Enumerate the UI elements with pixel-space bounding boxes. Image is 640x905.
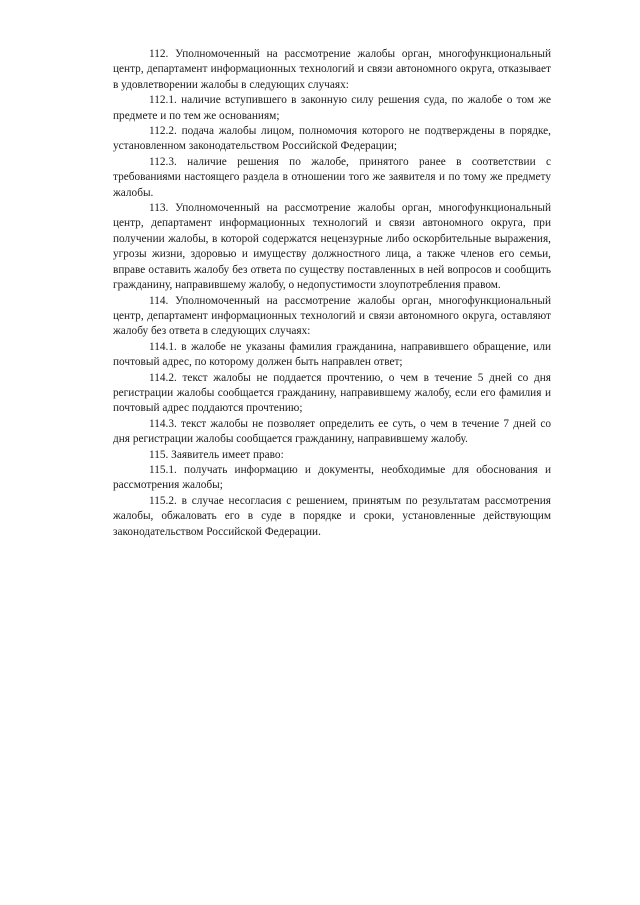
paragraph-114-3: 114.3. текст жалобы не позволяет определить ее суть, о чем в течение 7 дней со дня регистрации жалобы сообщается гражданину, направившему жалобу. — [113, 417, 551, 446]
paragraph-115-2: 115.2. в случае несогласия с решением, принятым по результатам рассмотрения жалобы, обжаловать его в суде в порядке и сроки, установленные действующим законодательством Российской Федерации. — [113, 494, 551, 538]
paragraph-112-1: 112.1. наличие вступившего в законную силу решения суда, по жалобе о том же предмете и по тем же основаниям; — [113, 94, 551, 122]
paragraph-112: 112. Уполномоченный на рассмотрение жалобы орган, многофункциональный центр, департамент информационных технологий и связи автономного округа, отказывает в удовлетворении жалобы в следующих случаях: — [113, 48, 551, 91]
paragraph-115-1: 115.1. получать информацию и документы, необходимые для обоснования и рассмотрения жалобы; — [113, 463, 551, 492]
paragraph-115: 115. Заявитель имеет право: — [149, 448, 284, 461]
paragraph-114-1: 114.1. в жалобе не указаны фамилия гражданина, направившего обращение, или почтовый адрес, по которому должен быть направлен ответ; — [113, 340, 551, 369]
paragraph-112-2: 112.2. подача жалобы лицом, полномочия которого не подтверждены в порядке, установленном законодательством Российской Федерации; — [113, 125, 551, 153]
paragraph-113: 113. Уполномоченный на рассмотрение жалобы орган, многофункциональный центр, департамент информационных технологий и связи автономного округа, при получении жалобы, в которой содержатся нецензурные либо оскорбительные выражения, угрозы жизни, здоровью и имуществу должностного лица, а также членов его семьи, вправе оставить жалобу без ответа по существу поставленных в ней вопросов и сообщить гражданину, направившему жалобу, о недопустимости злоупотребления правом. — [113, 202, 551, 292]
document-body — [113, 47, 551, 540]
paragraph-114-2: 114.2. текст жалобы не поддается прочтению, о чем в течение 5 дней со дня регистрации жалобы сообщается гражданину, направившему жалобу, если его фамилия и почтовый адрес поддаются прочтению; — [113, 371, 551, 415]
paragraph-112-3: 112.3. наличие решения по жалобе, принятого ранее в соответствии с требованиями настоящего раздела в отношении того же заявителя и по тому же предмету жалобы. — [113, 155, 551, 199]
paragraph-114: 114. Уполномоченный на рассмотрение жалобы орган, многофункциональный центр, департамент информационных технологий и связи автономного округа, оставляют жалобу без ответа в следующих случаях: — [113, 294, 551, 338]
